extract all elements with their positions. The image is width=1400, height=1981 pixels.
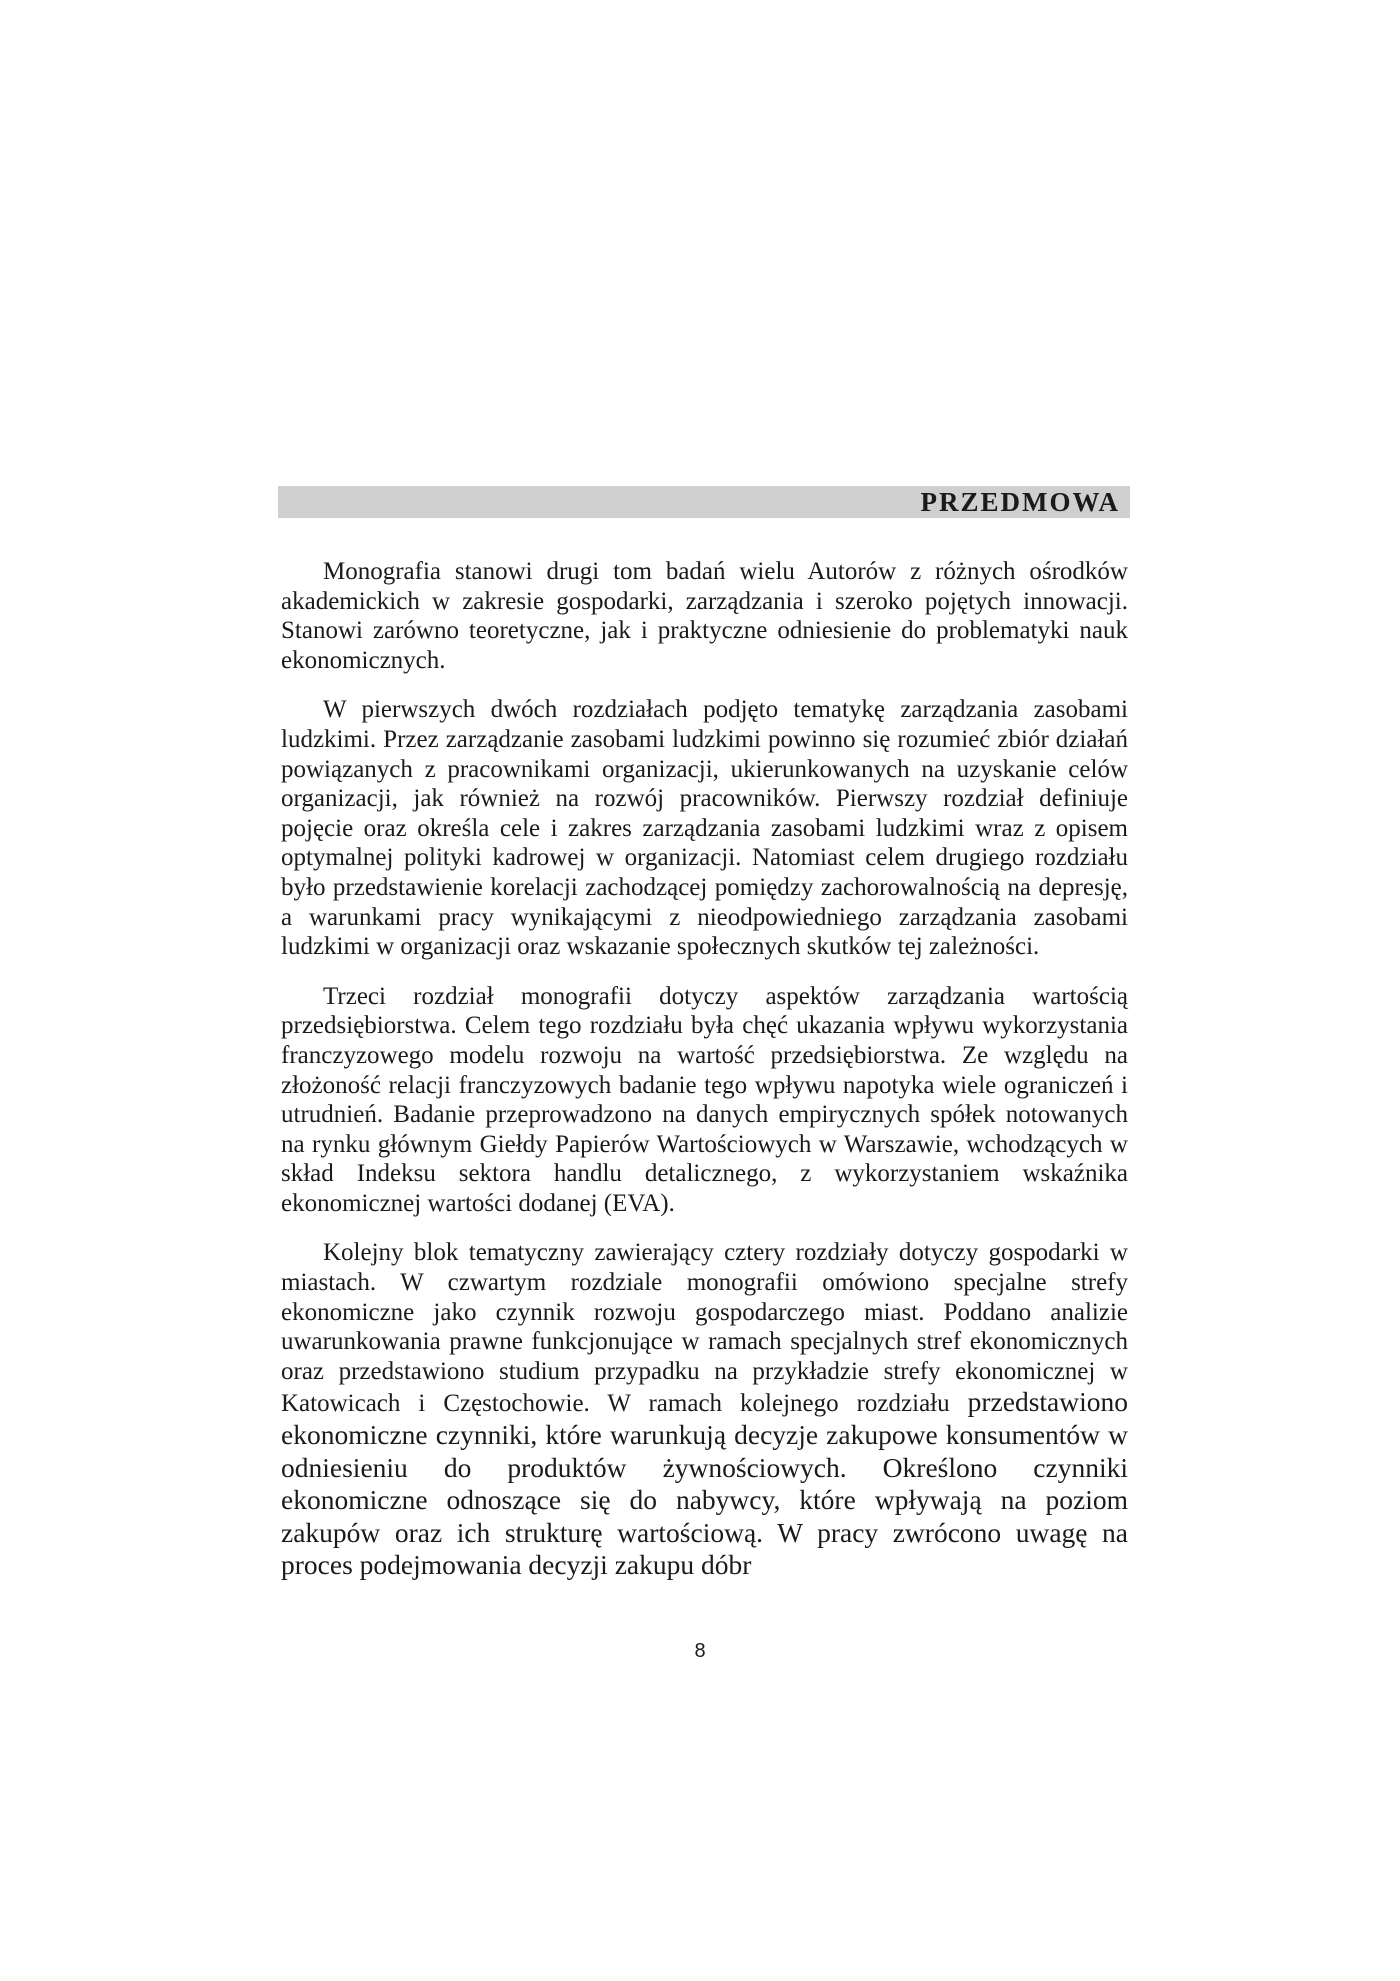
chapter-title: PRZEDMOWA — [920, 487, 1120, 517]
paragraph-city-economy — [281, 1238, 1128, 1582]
paragraph-hr-management: W pierwszych dwóch rozdziałach podjęto tematykę zarządzania zasobami ludzkimi. Przez zarządzanie zasobami ludzkimi powinno się rozumieć zbiór działań powiązanych z pracownikami organizacji, ukierunkowanych na uzyskanie celów organizacji, jak również na rozwój pracowników. Pierwszy rozdział definiuje pojęcie oraz określa cele i zakres zarządzania zasobami ludzkimi wraz z opisem optymalnej polityki kadrowej w organizacji. Natomiast celem drugiego rozdziału było przedstawienie korelacji zachodzącej pomiędzy zachorowalnością na depresję, a warunkami pracy wynikającymi z nieodpowiedniego zarządzania zasobami ludzkimi w organizacji oraz wskazanie społecznych skutków tej zależności. — [281, 696, 1128, 961]
paragraph-city-economy-tail: przedstawiono ekonomiczne czynniki, które warunkują decyzje zakupowe konsumentów w odniesieniu do produktów żywnościowych. Określono czynniki ekonomiczne odnoszące się do nabywcy, które wpływają na poziom zakupów oraz ich strukturę wartościową. W pracy zwrócono uwagę na proces podejmowania decyzji zakupu dóbr — [281, 1386, 1128, 1581]
page-number: 8 — [694, 1640, 706, 1662]
chapter-header-bar — [278, 486, 1130, 518]
paragraph-city-economy-head: Kolejny blok tematyczny zawierający cztery rozdziały dotyczy gospodarki w miastach. W czwartym rozdziale monografii omówiono specjalne strefy ekonomiczne jako czynnik rozwoju gospodarczego miast. Poddano analizie uwarunkowania prawne funkcjonujące w ramach specjalnych stref ekonomicznych oraz przedstawiono studium przypadku na przykładzie strefy ekonomicznej w Katowicach i Częstochowie. W ramach kolejnego rozdziału — [281, 1239, 1128, 1418]
paragraph-intro: Monografia stanowi drugi tom badań wielu Autorów z różnych ośrodków akademickich w zakresie gospodarki, zarządzania i szeroko pojętych innowacji. Stanowi zarówno teoretyczne, jak i praktyczne odniesienie do problematyki nauk ekonomicznych. — [281, 558, 1128, 674]
document-body — [281, 557, 1128, 1582]
paragraph-enterprise-value: Trzeci rozdział monografii dotyczy aspektów zarządzania wartością przedsiębiorstwa. Celem tego rozdziału była chęć ukazania wpływu wykorzystania franczyzowego modelu rozwoju na wartość przedsiębiorstwa. Ze względu na złożoność relacji franczyzowych badanie tego wpływu napotyka wiele ograniczeń i utrudnień. Badanie przeprowadzono na danych empirycznych spółek notowanych na rynku głównym Giełdy Papierów Wartościowych w Warszawie, wchodzących w skład Indeksu sektora handlu detalicznego, z wykorzystaniem wskaźnika ekonomicznej wartości dodanej (EVA). — [281, 982, 1128, 1217]
